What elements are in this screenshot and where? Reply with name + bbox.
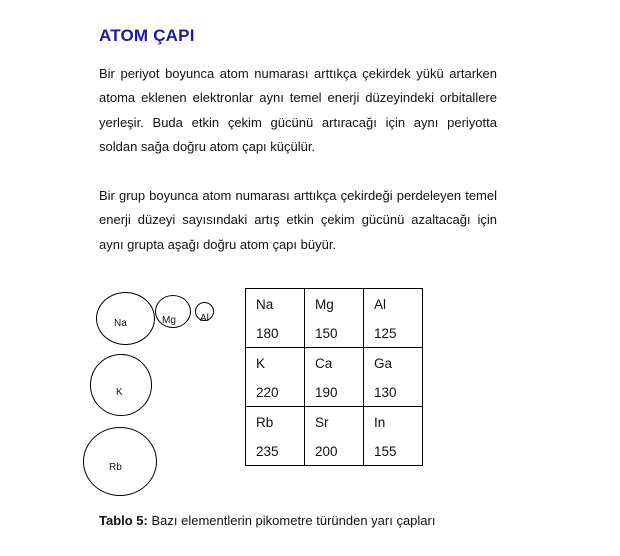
- atom-label-mg: Mg: [162, 315, 176, 326]
- table-cell: [305, 289, 364, 348]
- table-row: [246, 289, 423, 348]
- table-cell: [305, 407, 364, 466]
- element-symbol: K: [256, 356, 266, 371]
- element-symbol: Ca: [315, 356, 333, 371]
- element-symbol: Sr: [315, 415, 329, 430]
- atom-circle-k: [90, 354, 152, 416]
- element-radius: 190: [315, 385, 338, 400]
- page-title: ATOM ÇAPI: [99, 26, 195, 45]
- atom-label-rb: Rb: [109, 462, 122, 473]
- element-symbol: Ga: [374, 356, 393, 371]
- atom-circle-na: [96, 292, 155, 345]
- element-symbol: Rb: [256, 415, 274, 430]
- table-caption: [99, 513, 435, 528]
- element-symbol: In: [374, 415, 386, 430]
- atom-label-na: Na: [114, 318, 127, 329]
- table-cell: [364, 289, 423, 348]
- caption-label: Tablo 5:: [99, 513, 148, 528]
- atom-circle-mg: [155, 295, 191, 328]
- table-cell: [246, 289, 305, 348]
- element-radius: 200: [315, 444, 338, 459]
- element-symbol: Al: [374, 297, 387, 312]
- table-row: [246, 407, 423, 466]
- element-radius: 220: [256, 385, 279, 400]
- element-symbol: Mg: [315, 297, 334, 312]
- atomic-radius-table: [245, 288, 423, 466]
- table-cell: [246, 407, 305, 466]
- atom-circle-al: [195, 302, 214, 324]
- paragraph-period: Bir periyot boyunca atom numarası arttıkça çekirdek yükü artarken atoma eklenen elektronlar aynı temel enerji düzeyindeki orbitallere yerleşir. Buda etkin çekim gücünü artıracağı için aynı periyotta soldan sağa doğru atom çapı küçülür.: [99, 66, 497, 155]
- element-radius: 150: [315, 326, 338, 341]
- table-row: [246, 348, 423, 407]
- element-radius: 235: [256, 444, 279, 459]
- atom-circle-rb: [83, 427, 157, 496]
- table-cell: [364, 407, 423, 466]
- atom-label-al: Al: [200, 313, 209, 324]
- table-cell: [364, 348, 423, 407]
- element-radius: 125: [374, 326, 397, 341]
- paragraph-group: Bir grup boyunca atom numarası arttıkça çekirdeği perdeleyen temel enerji düzeyi sayısındaki artış etkin çekim gücünü azaltacağı için aynı grupta aşağı doğru atom çapı büyür.: [99, 188, 497, 252]
- element-symbol: Na: [256, 297, 274, 312]
- table-cell: [246, 348, 305, 407]
- caption-text: Bazı elementlerin pikometre türünden yarı çapları: [147, 513, 436, 528]
- element-radius: 130: [374, 385, 397, 400]
- atom-size-circles: [80, 285, 230, 500]
- table-cell: [305, 348, 364, 407]
- element-radius: 180: [256, 326, 279, 341]
- element-radius: 155: [374, 444, 397, 459]
- atom-label-k: K: [116, 387, 123, 398]
